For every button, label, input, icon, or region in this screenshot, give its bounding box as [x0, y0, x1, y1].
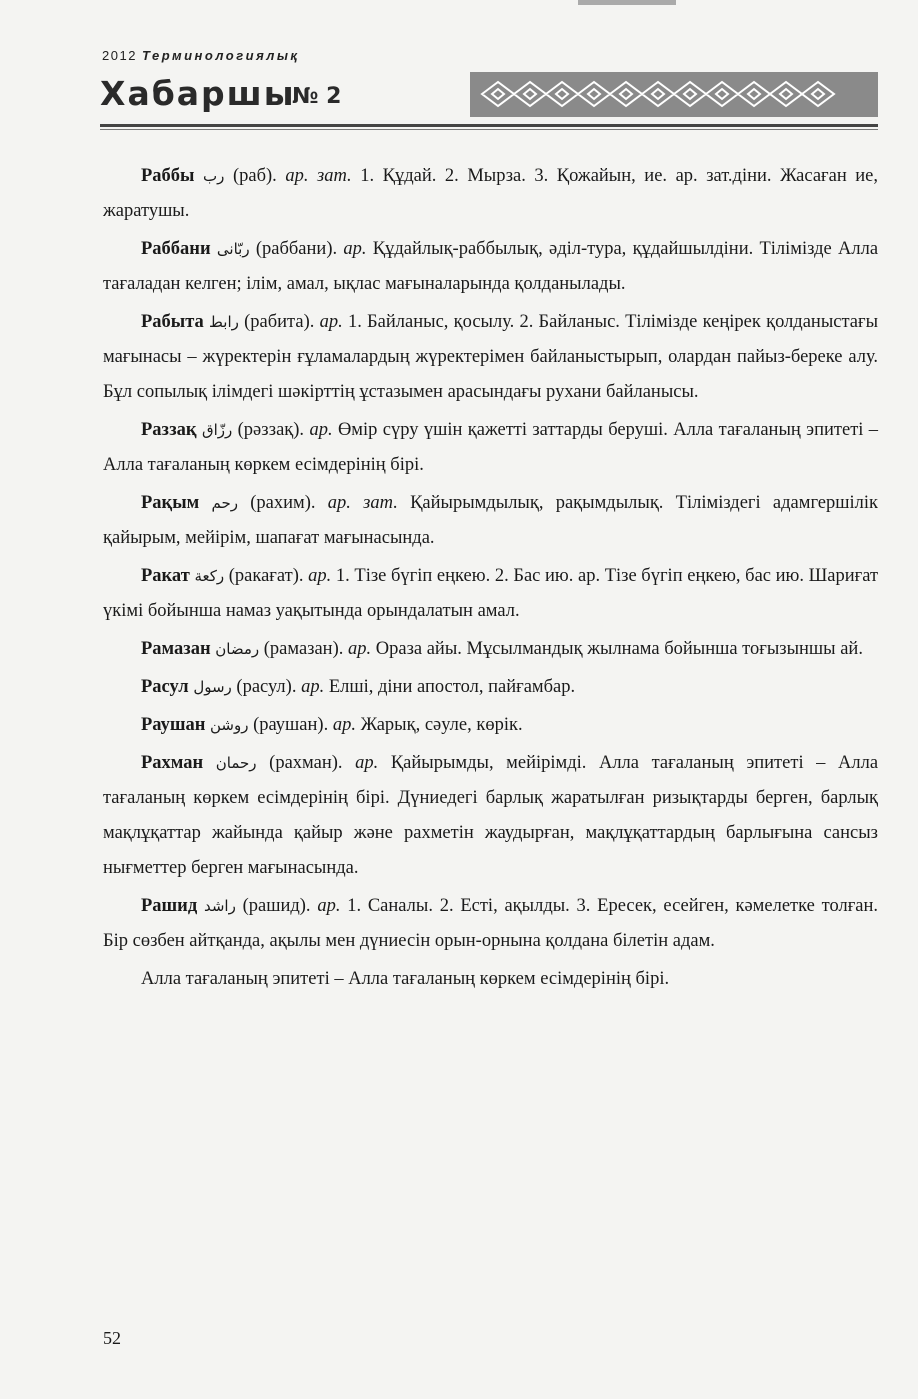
- entry-headword: Рабыта: [141, 312, 204, 332]
- entry-definition: Қайырымды, мейірімді. Алла тағаланың эпитеті – Алла тағаланың көркем есімдерінің бірі. Дүниедегі барлық жаратылған ризықтарды берген, барлық мақлұқаттар жайында қайыр және рахметін жаудырған, мақлұқаттардың барлығына сансыз нығметтер берген мағынасында.: [103, 753, 879, 878]
- entry-definition: 1. Байланыс, қосылу. 2. Байланыс. Тілімізде кеңірек қолданыстағы мағынасы – жүректерін ғұламалардың жүректерімен байланыстырып, олардан пайыз-береке алу. Бұл сопылық ілімдегі шәкірттің ұстазымен арасындағы рухани байланысы.: [103, 312, 879, 402]
- entry-abbreviation: ар.: [319, 312, 343, 332]
- entry-arabic: رحمان: [215, 754, 257, 772]
- entry-abbreviation: ар.: [348, 639, 372, 659]
- entry-transliteration: (ракағат).: [228, 566, 304, 586]
- entry-headword: Рақым: [141, 493, 200, 513]
- header-year: 2012: [102, 48, 137, 63]
- entry-transliteration: (рамазан).: [263, 639, 344, 659]
- entry-definition: Ораза айы. Мұсылмандық жылнама бойынша тоғызыншы ай.: [375, 639, 863, 659]
- entry-arabic: راشد: [203, 897, 236, 915]
- entry-headword: Раббани: [141, 239, 211, 259]
- entry-arabic: رابط: [209, 313, 239, 331]
- entry-transliteration: (раушан).: [253, 715, 329, 735]
- entry-abbreviation: ар.: [308, 566, 332, 586]
- entry-definition: Қайырымдылық, рақымдылық. Тіліміздегі адамгершілік қайырым, мейірім, шапағат мағынасында.: [103, 493, 879, 548]
- header-subtitle: Терминологиялық: [142, 48, 300, 63]
- entry-definition: Өмір сүру үшін қажетті заттарды беруші. Алла тағаланың эпитеті – Алла тағаланың көркем есімдерінің бірі.: [103, 420, 879, 475]
- entry-arabic: رزّاق: [201, 421, 233, 439]
- entry-definition: 1. Құдай. 2. Мырза. 3. Қожайын, ие. ар. зат.діни. Жасаған ие, жаратушы.: [103, 166, 879, 221]
- entry-transliteration: (раббани).: [255, 239, 338, 259]
- entry-transliteration: (рахман).: [269, 753, 343, 773]
- entry-abbreviation: ар. зат.: [285, 166, 352, 186]
- entry-definition: 1. Тізе бүгіп еңкею. 2. Бас ию. ар. Тізе бүгіп еңкею, бас ию. Шариғат үкімі бойынша намаз уақытында орындалатын амал.: [103, 566, 879, 621]
- entry-transliteration: (рәззақ).: [237, 420, 305, 440]
- entry-raushan: [103, 708, 878, 743]
- entry-rabby: [103, 159, 878, 229]
- entry-headword: Рашид: [141, 896, 198, 916]
- entry-razzaq: [103, 413, 878, 483]
- entry-arabic: روشن: [210, 716, 249, 734]
- entry-headword: Ракат: [141, 566, 190, 586]
- entry-arabic: ركعة: [194, 567, 225, 585]
- entry-definition: Жарық, сәуле, көрік.: [360, 715, 523, 735]
- entry-rabyta: [103, 305, 878, 410]
- entry-ramazan: [103, 632, 878, 667]
- entry-transliteration: (рахим).: [250, 493, 316, 513]
- entry-arabic: رمضان: [215, 640, 260, 658]
- entry-arabic: ربّانى: [216, 240, 250, 258]
- ornament-pattern-icon: [470, 72, 878, 117]
- entry-definition: Құдайлық-раббылық, әділ-тура, құдайшылдіни. Тілімізде Алла тағаладан келген; ілім, амал, ықлас мағыналарында қолданылады.: [103, 239, 879, 294]
- entry-rakat: [103, 559, 878, 629]
- entry-headword: Расул: [141, 677, 189, 697]
- entry-abbreviation: ар.: [301, 677, 325, 697]
- dictionary-entries: [103, 159, 878, 997]
- entry-headword: Рамазан: [141, 639, 211, 659]
- entry-headword: Рахман: [141, 753, 204, 773]
- entry-definition: Елші, діни апостол, пайғамбар.: [328, 677, 576, 697]
- entry-abbreviation: ар. зат.: [327, 493, 398, 513]
- closing-sentence: Алла тағаланың эпитеті – Алла тағаланың көркем есімдерінің бірі.: [141, 969, 670, 989]
- entry-definition: 1. Саналы. 2. Есті, ақылды. 3. Ересек, есейген, кәмелетке толған. Бір сөзбен айтқанда, ақылы мен дүниесін орын-орнына қолдана білетін адам.: [103, 896, 879, 951]
- header-rule-thin: [100, 129, 878, 130]
- entry-arabic: رب: [203, 167, 225, 185]
- entry-headword: Раззақ: [141, 420, 197, 440]
- entry-arabic: رسول: [193, 678, 232, 696]
- page-number: 52: [103, 1328, 121, 1348]
- entry-abbreviation: ар.: [317, 896, 341, 916]
- header-rule: [100, 124, 878, 127]
- entry-abbreviation: ар.: [355, 753, 379, 773]
- journal-title: Хабаршы: [100, 74, 296, 113]
- entry-headword: Раушан: [141, 715, 206, 735]
- entry-transliteration: (рашид).: [242, 896, 311, 916]
- entry-abbreviation: ар.: [332, 715, 356, 735]
- entry-rahman: [103, 746, 878, 886]
- entry-transliteration: (раб).: [232, 166, 277, 186]
- entry-abbreviation: ар.: [309, 420, 333, 440]
- journal-header: [0, 0, 918, 140]
- entry-rashid: [103, 889, 878, 959]
- entry-transliteration: (расул).: [236, 677, 297, 697]
- entry-rasul: [103, 670, 878, 705]
- entry-headword: Раббы: [141, 166, 195, 186]
- entry-rabbani: [103, 232, 878, 302]
- ornament-band: [470, 72, 878, 117]
- entry-abbreviation: ар.: [343, 239, 367, 259]
- entry-transliteration: (рабита).: [244, 312, 315, 332]
- entry-raqym: [103, 486, 878, 556]
- issue-number: № 2: [292, 84, 342, 109]
- entry-arabic: رحم: [211, 494, 239, 512]
- header-year-line: [102, 48, 300, 63]
